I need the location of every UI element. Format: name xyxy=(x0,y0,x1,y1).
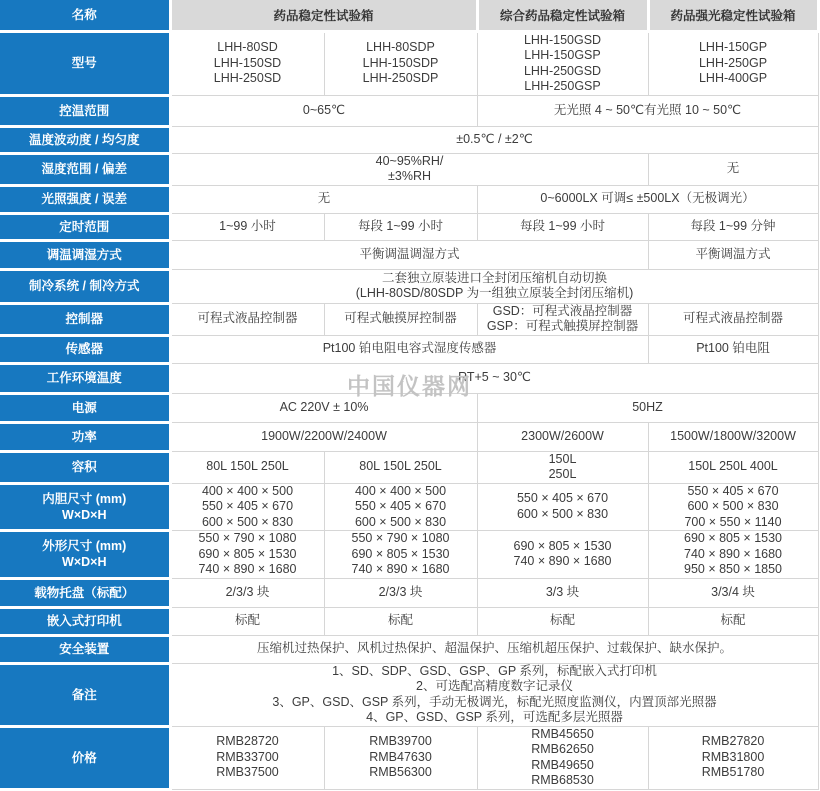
spec-row-12 xyxy=(0,422,818,451)
spec-cell-r8-c2: GSD：可程式液晶控制器 GSP：可程式触摸屏控制器 xyxy=(477,303,648,335)
row-label-19: 备注 xyxy=(0,663,170,726)
row-label-20: 价格 xyxy=(0,726,170,789)
row-label-8: 控制器 xyxy=(0,303,170,335)
spec-row-16 xyxy=(0,578,818,607)
spec-cell-r16-c0: 2/3/3 块 xyxy=(170,578,324,607)
row-label-6: 调温调湿方式 xyxy=(0,240,170,269)
row-label-12: 功率 xyxy=(0,422,170,451)
spec-cell-r16-c2: 3/3 块 xyxy=(477,578,648,607)
spec-cell-r14-c2: 550 × 405 × 670 600 × 500 × 830 xyxy=(477,483,648,531)
spec-cell-r19-c0: 1、SD、SDP、GSD、GSP、GP 系列，标配嵌入式打印机 2、可选配高精度数字记录仪 3、GP、GSD、GSP 系列，手动无极调光，标配光照度监测仪，内置顶部光照器 4、GP、GSD、GSP 系列，可选配多层光照器 xyxy=(170,663,818,726)
spec-cell-r16-c1: 2/3/3 块 xyxy=(324,578,477,607)
spec-cell-r13-c2: 150L 250L xyxy=(477,451,648,483)
spec-row-15 xyxy=(0,531,818,579)
row-label-2: 温度波动度 / 均匀度 xyxy=(0,126,170,153)
spec-cell-r20-c2: RMB45650 RMB62650 RMB49650 RMB68530 xyxy=(477,726,648,789)
row-label-11: 电源 xyxy=(0,393,170,422)
row-label-13: 容积 xyxy=(0,451,170,483)
spec-row-18 xyxy=(0,635,818,663)
spec-cell-r14-c0: 400 × 400 × 500 550 × 405 × 670 600 × 500 × 830 xyxy=(170,483,324,531)
spec-cell-r0-c1: LHH-80SDP LHH-150SDP LHH-250SDP xyxy=(324,31,477,95)
row-label-0: 型号 xyxy=(0,31,170,95)
spec-row-10 xyxy=(0,363,818,393)
spec-row-0 xyxy=(0,31,818,95)
spec-cell-r18-c0: 压缩机过热保护、风机过热保护、超温保护、压缩机超压保护、过载保护、缺水保护。 xyxy=(170,635,818,663)
spec-row-11 xyxy=(0,393,818,422)
row-label-5: 定时范围 xyxy=(0,213,170,240)
spec-cell-r14-c3: 550 × 405 × 670 600 × 500 × 830 700 × 550 × 1140 xyxy=(648,483,818,531)
product-header-1: 综合药品稳定性试验箱 xyxy=(477,0,648,31)
spec-cell-r13-c3: 150L 250L 400L xyxy=(648,451,818,483)
spec-cell-r16-c3: 3/3/4 块 xyxy=(648,578,818,607)
spec-cell-r0-c0: LHH-80SD LHH-150SD LHH-250SD xyxy=(170,31,324,95)
spec-cell-r15-c3: 690 × 805 × 1530 740 × 890 × 1680 950 × 850 × 1850 xyxy=(648,531,818,579)
row-label-14: 内胆尺寸 (mm) W×D×H xyxy=(0,483,170,531)
spec-cell-r15-c2: 690 × 805 × 1530 740 × 890 × 1680 xyxy=(477,531,648,579)
spec-cell-r17-c0: 标配 xyxy=(170,607,324,635)
row-label-4: 光照强度 / 误差 xyxy=(0,185,170,213)
spec-cell-r13-c1: 80L 150L 250L xyxy=(324,451,477,483)
spec-cell-r9-c1: Pt100 铂电阻 xyxy=(648,335,818,363)
corner-label: 名称 xyxy=(0,0,170,31)
spec-cell-r11-c1: 50HZ xyxy=(477,393,818,422)
spec-cell-r8-c3: 可程式液晶控制器 xyxy=(648,303,818,335)
spec-cell-r14-c1: 400 × 400 × 500 550 × 405 × 670 600 × 500 × 830 xyxy=(324,483,477,531)
spec-cell-r4-c1: 0~6000LX 可调≤ ±500LX（无极调光） xyxy=(477,185,818,213)
spec-row-19 xyxy=(0,663,818,726)
spec-cell-r20-c3: RMB27820 RMB31800 RMB51780 xyxy=(648,726,818,789)
row-label-7: 制冷系统 / 制冷方式 xyxy=(0,269,170,303)
spec-row-5 xyxy=(0,213,818,240)
spec-cell-r0-c3: LHH-150GP LHH-250GP LHH-400GP xyxy=(648,31,818,95)
spec-cell-r8-c0: 可程式液晶控制器 xyxy=(170,303,324,335)
spec-cell-r15-c0: 550 × 790 × 1080 690 × 805 × 1530 740 × 890 × 1680 xyxy=(170,531,324,579)
spec-cell-r5-c1: 每段 1~99 小时 xyxy=(324,213,477,240)
spec-cell-r17-c1: 标配 xyxy=(324,607,477,635)
spec-cell-r7-c0: 二套独立原装进口全封闭压缩机自动切换 (LHH-80SD/80SDP 为一组独立原装全封闭压缩机) xyxy=(170,269,818,303)
spec-row-13 xyxy=(0,451,818,483)
spec-cell-r9-c0: Pt100 铂电阻电容式湿度传感器 xyxy=(170,335,648,363)
spec-row-4 xyxy=(0,185,818,213)
spec-cell-r3-c0: 40~95%RH/ ±3%RH xyxy=(170,153,648,185)
spec-cell-r1-c0: 0~65℃ xyxy=(170,95,477,126)
spec-cell-r12-c0: 1900W/2200W/2400W xyxy=(170,422,477,451)
spec-cell-r5-c3: 每段 1~99 分钟 xyxy=(648,213,818,240)
spec-cell-r20-c1: RMB39700 RMB47630 RMB56300 xyxy=(324,726,477,789)
spec-row-14 xyxy=(0,483,818,531)
spec-cell-r3-c1: 无 xyxy=(648,153,818,185)
spec-cell-r5-c2: 每段 1~99 小时 xyxy=(477,213,648,240)
spec-row-2 xyxy=(0,126,818,153)
spec-cell-r1-c1: 无光照 4 ~ 50℃有光照 10 ~ 50℃ xyxy=(477,95,818,126)
spec-cell-r20-c0: RMB28720 RMB33700 RMB37500 xyxy=(170,726,324,789)
spec-row-3 xyxy=(0,153,818,185)
row-label-16: 载物托盘（标配） xyxy=(0,578,170,607)
spec-row-20 xyxy=(0,726,818,789)
spec-cell-r8-c1: 可程式触摸屏控制器 xyxy=(324,303,477,335)
row-label-15: 外形尺寸 (mm) W×D×H xyxy=(0,531,170,579)
spec-row-8 xyxy=(0,303,818,335)
spec-row-17 xyxy=(0,607,818,635)
product-header-0: 药品稳定性试验箱 xyxy=(170,0,477,31)
product-header-2: 药品强光稳定性试验箱 xyxy=(648,0,818,31)
row-label-3: 湿度范围 / 偏差 xyxy=(0,153,170,185)
spec-row-7 xyxy=(0,269,818,303)
spec-cell-r15-c1: 550 × 790 × 1080 690 × 805 × 1530 740 × 890 × 1680 xyxy=(324,531,477,579)
spec-cell-r10-c0: RT+5 ~ 30℃ xyxy=(170,363,818,393)
spec-cell-r4-c0: 无 xyxy=(170,185,477,213)
row-label-1: 控温范围 xyxy=(0,95,170,126)
spec-cell-r17-c3: 标配 xyxy=(648,607,818,635)
row-label-9: 传感器 xyxy=(0,335,170,363)
watermark-text: 中国仪器网 xyxy=(347,373,472,399)
spec-cell-r13-c0: 80L 150L 250L xyxy=(170,451,324,483)
spec-cell-r6-c1: 平衡调温方式 xyxy=(648,240,818,269)
spec-row-9 xyxy=(0,335,818,363)
spec-cell-r12-c2: 1500W/1800W/3200W xyxy=(648,422,818,451)
spec-cell-r12-c1: 2300W/2600W xyxy=(477,422,648,451)
row-label-10: 工作环境温度 xyxy=(0,363,170,393)
spec-row-1 xyxy=(0,95,818,126)
spec-cell-r11-c0: AC 220V ± 10% xyxy=(170,393,477,422)
spec-cell-r2-c0: ±0.5℃ / ±2℃ xyxy=(170,126,818,153)
row-label-17: 嵌入式打印机 xyxy=(0,607,170,635)
spec-cell-r6-c0: 平衡调温调湿方式 xyxy=(170,240,648,269)
spec-row-6 xyxy=(0,240,818,269)
spec-cell-r0-c2: LHH-150GSD LHH-150GSP LHH-250GSD LHH-250GSP xyxy=(477,31,648,95)
spec-cell-r5-c0: 1~99 小时 xyxy=(170,213,324,240)
row-label-18: 安全装置 xyxy=(0,635,170,663)
spec-cell-r17-c2: 标配 xyxy=(477,607,648,635)
